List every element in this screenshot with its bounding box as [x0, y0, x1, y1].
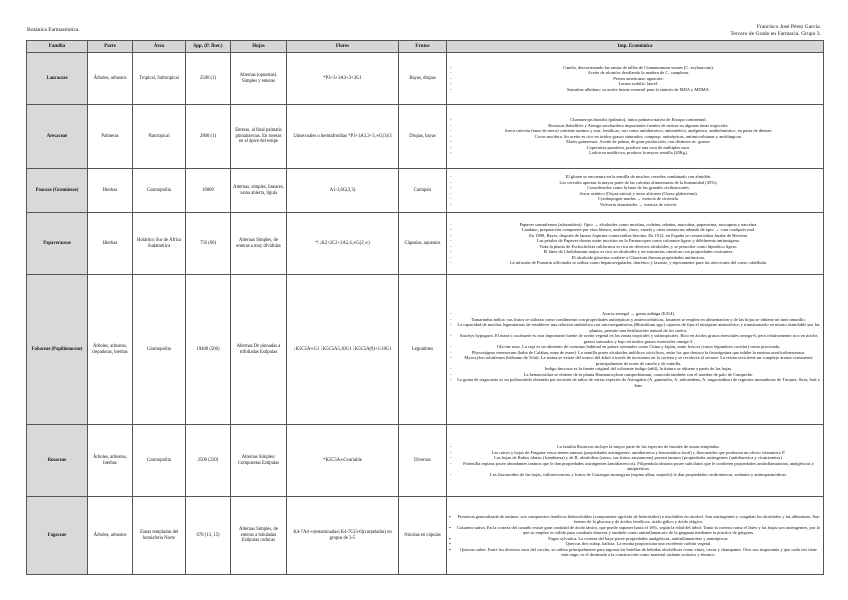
list-item: - Areca catechu (nuez de areca) contiene taninos y sust. fenólicas, uso como antidiarreico, antiemético, analgésico, antihelmíntico, en pasta de dientes. — [449, 128, 821, 134]
list-item: - Los flavonoides de las hojas, inflorescencias y frutos de Crataegus monogyna (espino albar, majuelo) le dan propiedades cardiotónicas, sedantes y antiespasmódicas. — [449, 472, 821, 478]
cell-frutos: Drupas, bayas — [399, 105, 447, 169]
cell-flores: */↓K2+2C2+2A2,4,∞G(2,∞) — [287, 213, 399, 275]
table-row — [27, 275, 824, 425]
list-item: ▪ Castanea sativa. En la corteza del castaño existe gran cantidad de ácido tánico, que puede suponer hasta el 16%, según la edad del árbol. Tanto la corteza como el látex y las hojas son astringentes, por lo que su empleo es válido para combatir diarreas y también como antiinflamatorio de la garganta mediante la práctica de gárgaras. — [449, 525, 821, 536]
list-item: - Arroz asiático (Oryza sativa) y arroz africano (Oryza glaberrima). — [449, 191, 821, 197]
cell-hojas: Enteras, al final palmatis pinnatisectas. En rosetas en el ápice del estipe — [231, 105, 287, 169]
cell-frutos: Legumbres — [399, 275, 447, 425]
list-item: - En 1898, Bayer, después de lanzar Aspirina comercializa heroína. En 1912, en España se comercializa Jarabe de Heroína. — [449, 233, 821, 239]
list-item: - Lodoicea maldivica, produce la mayor semilla (20Kg). — [449, 150, 821, 156]
cell-familia: Fagaceae — [27, 497, 88, 575]
cell-porte: Hierbas — [88, 213, 133, 275]
cell-imp — [447, 53, 824, 105]
cell-imp — [447, 425, 824, 497]
cell-area: Cosmopolita — [133, 425, 186, 497]
list-item: - Glycine max. La soja es un alimento de consumo habitual en países orientales como China y Japón, tanto frescos (como legumbres cocidas) como procesada. — [449, 344, 821, 350]
list-item: - Potentilla reptans posee abundantes taninos que le dan propiedades astringentes (antidiarreicos). Filipendula ulmaria posee salicilatos que le confieren propiedades antiinflamatorias, analgésicas y antipiréticas. — [449, 461, 821, 472]
cell-area: Holártico Sur de África Sudamérica — [133, 213, 186, 275]
cell-frutos: Bayas, drupas — [399, 53, 447, 105]
list-item: - La capacidad de muchas leguminosas de establecer una relación simbiótica con microorganismos (Rhizobium spp.) capaces de fijar el nitrógeno atmosférico y transformarlo en nitrato asimilable por las plantas, permite una fertilización natural de los suelos. — [449, 322, 821, 333]
list-item: - Chamaerops humilis (palmito), única palmera nativa de Europa continental. — [449, 117, 821, 123]
imp-list — [449, 222, 821, 266]
cell-frutos: Núculas en cúpulas — [399, 497, 447, 575]
table-row — [27, 213, 824, 275]
cell-hojas: Alternas, simples, lineares, vaina abierta, lígula — [231, 169, 287, 213]
list-item: - El alcaloide glaucina confiere a Glaucium flavum propiedades antitusivas. — [449, 255, 821, 261]
imp-list — [449, 65, 821, 93]
list-item: - Myroxylon toluiferum (bálsamo de Tolú). La resina se extrae del tronco del árbol a través de incisiones en la corteza y se recolecta al secarse. La resina seca tiene un complejo aroma consistente principalmente de notas de canela y de vainilla. — [449, 355, 821, 366]
cell-flores: A1-3,6G(2,3) — [287, 169, 399, 213]
cell-spp: 670 (13, 15) — [186, 497, 231, 575]
header-right — [730, 24, 821, 38]
cell-imp — [447, 275, 824, 425]
table-row — [27, 169, 824, 213]
cell-familia: Poaceae (Gramineae) — [27, 169, 88, 213]
cell-imp — [447, 169, 824, 213]
cell-familia: Fabaceae (Papilionaceae) — [27, 275, 88, 425]
list-item: - Los cereales aportan la mayor parte de las calorías alimentarias de la humanidad (45%). — [449, 180, 821, 186]
cell-familia: Rosaceae — [27, 425, 88, 497]
cell-frutos: Cariopsis — [399, 169, 447, 213]
list-item: - Las raíces y hojas de Fragaria vesca tienen taninos (propiedades astringentes: antidiarreica y hemostática local) y flavonoides que producen un efecto vitamínico P. — [449, 450, 821, 456]
cell-hojas: Alternas Simples, de enteras a muy divididas — [231, 213, 287, 275]
list-item: - La goma de tragacanto es un polisacárido obtenido por incisión de tallos de varias especies de Astragalus (A. gummifer, A. adscendens, A. tragacanthus) de regiones montañosas de Turquía, Siria, Irak e Irán. — [449, 377, 821, 388]
cell-hojas: Alternas Simples, de enteras a lobuladas Estípulas caducas — [231, 497, 287, 575]
col-header-familia: Familia — [27, 41, 88, 53]
col-header-hojas: Hojas — [231, 41, 287, 53]
cell-imp — [447, 213, 824, 275]
cell-porte: Árboles, arbustos, trepadoras, hierbas — [88, 275, 133, 425]
cell-flores: Unisexuales o hermafroditas *P3+3A3,3+3,∞G(3)/3 — [287, 105, 399, 169]
cell-area: Tropical, Subtropical — [133, 53, 186, 105]
cell-flores: K4-7A4-∞(estaminadas) K4-7G(3-6)(carpeladas) en grupos de 3-5 — [287, 497, 399, 575]
cell-porte: Palmeras — [88, 105, 133, 169]
list-item: - Láudano, preparación compuesta por vino blanco, azafrán, clavo, canela y otras sustancias además de opio → cura cualquier mal. — [449, 227, 821, 233]
list-item: - Cymbopogon nardus → esencia de citronela. — [449, 196, 821, 202]
col-header-area: Área — [133, 41, 186, 53]
list-item: ▪ Presencia generalizada de taninos: son compuestos fenólicos hidrosolubles (componente agrícola de heterósidos) e insolubles en alcohol. Son astringentes y coagulan los alcaloides y las albúminas. Son ésteres de la glucosa y de ácidos fenólicos: ácido gálico y ácido elágico. — [449, 514, 821, 525]
cell-area: Cosmopolita — [133, 275, 186, 425]
cell-hojas: Alternas De pinnadas a trifoliadas Estípulas — [231, 275, 287, 425]
table-header-row — [27, 41, 824, 53]
list-item: ▪ Quercus ilex subsp. ballota. La encina proporciona una excelente carbón vegetal. — [449, 541, 821, 547]
list-item: - El látex de Chelidonium majus es rico en alcaloides y en sustancias cáusticas con propiedades vesicantes. — [449, 249, 821, 255]
list-item: - Borassus flabellifer y Arenga saccharifera importantes fuentes de azúcar en algunas áreas tropicales. — [449, 123, 821, 129]
list-item: - La hematoxilina se obtiene de la planta Haematoxylum campechianum, conocida también con el nombre de palo de Campeche. — [449, 372, 821, 378]
list-item: - Canela, descortezando las ramas de tallos de Cinnamomum verum (C. zeylanicum). — [449, 65, 821, 71]
cell-flores: *P3+3+3A3+3+3G1 — [287, 53, 399, 105]
col-header-frutos: Frutos — [399, 41, 447, 53]
list-item: - Sassafras albidum: su aceite fuente esencial para la síntesis de MDA y MDMA. — [449, 87, 821, 93]
cell-spp: 2500 (220) — [186, 425, 231, 497]
cell-spp: 750 (60) — [186, 213, 231, 275]
col-header-porte: Porte — [88, 41, 133, 53]
imp-list — [449, 117, 821, 156]
list-item: - Laurus nobilis: laurel. — [449, 81, 821, 87]
cell-familia: Papaveraceae — [27, 213, 88, 275]
header-left-title: Botánica Farmacéutica. — [27, 27, 80, 33]
header-course: Tercero de Grado en Farmacia. Grupo 3. — [730, 31, 821, 37]
cell-imp — [447, 105, 824, 169]
table-row — [27, 105, 824, 169]
cell-spp: 10000 — [186, 169, 231, 213]
imp-list — [449, 514, 821, 558]
list-item: - Indigo tinctoria es la fuente original del colorante índigo (añil), la tintura se obtiene a partir de las hojas. — [449, 366, 821, 372]
cell-spp: 19400 (500) — [186, 275, 231, 425]
list-item: - Tamarindus indica: sus frutos se utilizan como condimento con propiedades antisépticas y antiescorbúticas, laxantes se emplea en alimentación y de las hojas se obtiene un tinte amarillo. — [449, 317, 821, 323]
cell-familia: Arecaceae — [27, 105, 88, 169]
list-item: - El gluten se encuentra en la semilla de muchos cereales combinado con almidón. — [449, 174, 821, 180]
cell-frutos: Diversos — [399, 425, 447, 497]
col-header-imp: Imp. Económica — [447, 41, 824, 53]
imp-list — [449, 174, 821, 207]
list-item: - Las pétalos de Papaver rhoeas están inscritos en la Farmacopea como colorante ligero y débilmente antitusígeno. — [449, 238, 821, 244]
list-item: - Copernicia prunifera, produce una cera de múltiples usos. — [449, 145, 821, 151]
list-item: - Toda la planta de Eschscholzia californica es rica en diversos alcaloides, y se prescribe como hipnótico ligero. — [449, 244, 821, 250]
list-item: - Physostigma venenosum (haba de Calabar, nuez de esere). La semilla posee alcaloides indólicos tricíclicos, entre los que destaca la fisostigmina que inhibe la enzima acetilcolinesterasa. — [449, 350, 821, 356]
col-header-flores: Flores — [287, 41, 399, 53]
table-row — [27, 53, 824, 105]
list-item: - Cocos nucifera. Su aceite es rico en ácidos grasos saturados; comprop. antisépticas, antimicrobianas y antifúngicas. — [449, 134, 821, 140]
list-item: ▪ Fagus sylvatica. La corteza del haya posee propiedades analgésicas, antiinflamatorias y antisépticas. — [449, 536, 821, 542]
cell-spp: 2800 (1) — [186, 105, 231, 169]
list-item: - Papaver somniferum (adormidera). Opio → alcaloides como morfina, codeína, tebaína, narcotina, papaverina, noscapina y narceína. — [449, 222, 821, 228]
cell-area: Pantropical — [133, 105, 186, 169]
header-author: Francisco José Pérez García. — [756, 24, 821, 30]
families-table — [26, 40, 824, 575]
list-item: - Vetiveria zizanioides → esencia de vetiver. — [449, 202, 821, 208]
cell-area: Cosmopolita — [133, 169, 186, 213]
cell-hojas: Alternas Simples/ Compuestas Estípulas — [231, 425, 287, 497]
col-header-spp: Spp. (P. Iber.) — [186, 41, 231, 53]
table-row — [27, 497, 824, 575]
cell-imp — [447, 497, 824, 575]
cell-porte: Árboles, arbustos — [88, 53, 133, 105]
list-item: - Considerados como la base de las grandes civilizaciones. — [449, 185, 821, 191]
list-item: - Aceite de alcanfor destilando la madera de C. camphora. — [449, 70, 821, 76]
cell-familia: Lauraceae — [27, 53, 88, 105]
cell-porte: Hierbas — [88, 169, 133, 213]
list-item: - Las hojas de Rubus idaeus (frambuesa) y de R. ulmifolius (zarza; sus frutos zarzamoras) poseen taninos (propiedades astringentes (antidiarreica y cicatrizantes). — [449, 455, 821, 461]
cell-frutos: Cápsulas, aquenios — [399, 213, 447, 275]
imp-list — [449, 444, 821, 477]
list-item: ▪ Quercus suber. Entre los diversos usos del corcho, se utiliza principalmente para taponar las botellas de bebidas alcohólicas como vinos, cavas y champanes. Otro uso importante y que cada vez tiene más auge, es el destinado a la construcción como material aislante acústico y térmico. — [449, 547, 821, 558]
imp-list — [449, 311, 821, 388]
cell-hojas: Alternas (opuestas). Simples y enteras — [231, 53, 287, 105]
list-item: - La familia Rosáceas incluye la mayor parte de las especies de frutales de zonas templadas. — [449, 444, 821, 450]
cell-porte: Árboles, arbustos, hierbas — [88, 425, 133, 497]
list-item: - Acacia senegal → goma arábiga (E414). — [449, 311, 821, 317]
table-row — [27, 425, 824, 497]
list-item: - Persea americana: aguacate. — [449, 76, 821, 82]
cell-flores: *K5C5A∞Gvariable — [287, 425, 399, 497]
cell-area: Zonas templadas del hemisferio Norte — [133, 497, 186, 575]
cell-spp: 2500 (1) — [186, 53, 231, 105]
cell-porte: Árboles, arbustos — [88, 497, 133, 575]
cell-flores: ↓K5C5A∞G1 ↓K5C5A5,10G1 ↓K5C5A(9)+1/10G1 — [287, 275, 399, 425]
list-item: - Elaeis guineensis. Aceite de palma, de gran producción, con distintos ác. grasos. — [449, 139, 821, 145]
list-item: - Arachys hypogaea. El maní o cacahuete es otra importante fuente de aceite vegetal en las zonas tropicales y subtropicales. Rico en ácidos grasos esenciales omega-6, pero relativamente rico en ácidos grasos saturados y bajo en ácidos grasos esenciales omega-3. — [449, 333, 821, 344]
list-item: - La infusión de Fumaria officinalis se utiliza como hepatorregulador, diurético y laxante, y tópicamente para las afecciones del cuero cabelludo. — [449, 260, 821, 266]
